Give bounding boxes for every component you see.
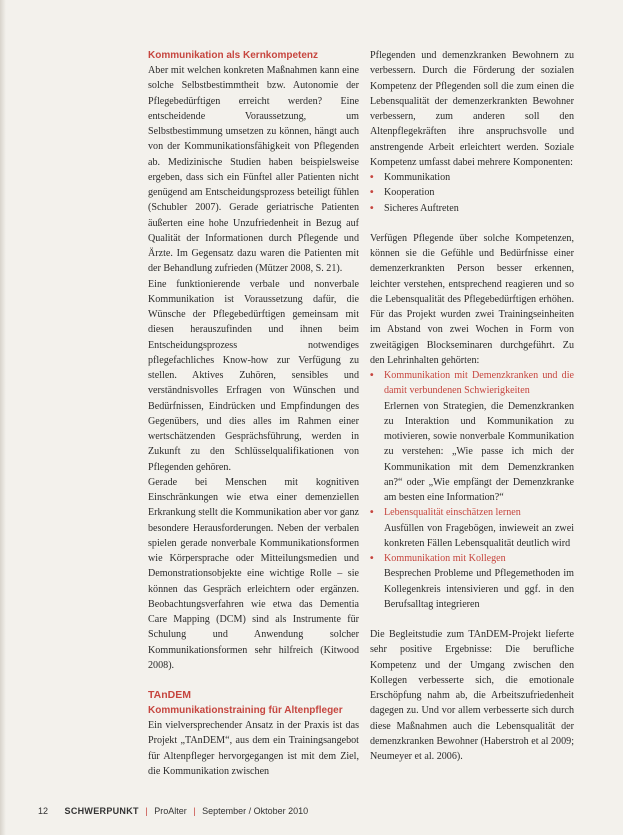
list-item-text: Ausfüllen von Fragebögen, inwieweit an zwei konkreten Fällen Lebensqualität deutlich wird bbox=[384, 522, 574, 549]
subheading-kommunikationstraining: Kommunikationstraining für Altenpfleger bbox=[148, 705, 343, 716]
bullet-icon: • bbox=[370, 187, 374, 199]
list-item-text: Besprechen Probleme und Pflegemethoden im Kollegenkreis intensivieren und ggf. in den Berufsalltag integrieren bbox=[384, 568, 574, 610]
bullet-icon: • bbox=[370, 507, 374, 519]
page-footer bbox=[38, 806, 308, 816]
section-label: SCHWERPUNKT bbox=[64, 806, 139, 816]
bullet-icon: • bbox=[370, 202, 374, 214]
separator: | bbox=[145, 806, 148, 816]
page-number: 12 bbox=[38, 806, 49, 816]
list-item-title: Kommunikation mit Kollegen bbox=[384, 553, 506, 564]
paragraph: Die Begleitstudie zum TAnDEM-Projekt lieferte sehr positive Ergebnisse: Die berufliche Kompetenz und der Umgang zwischen den Kollegen verbesserte sich, die emotionale Erschöpfung nahm ab, die Arbeitszufriedenheit dagegen zu. Und vor allem verbesserte sich durch diese Maßnahmen auch die Lebensqualität der demenzkranken Bewohner (Haberstroh et al 2009; Neumeyer et al. 2006). bbox=[370, 629, 574, 762]
left-column bbox=[148, 48, 359, 779]
competence-list bbox=[370, 170, 574, 216]
right-column bbox=[370, 48, 574, 764]
curriculum-list bbox=[370, 368, 574, 612]
section-heading-kommunikation: Kommunikation als Kernkompetenz bbox=[148, 50, 319, 61]
paragraph: Gerade bei Menschen mit kognitiven Einschränkungen wie etwa einer demenziellen Erkrankung stellt die Kommunikation aber vor ganz besondere Herausforderungen. Neben der verbalen spielen gerade nonverbale Kommunikationsformen wie Körpersprache oder Mitteilungsmedien und Demonstrationsobjekte eine wichtige Rolle – sie können das Gespräch erleichtern oder ergänzen. Beobachtungsverfahren wie etwa das Dementia Care Mapping (DCM) sind als Instrumente für Schulung und Anwendung solcher Kommunikationsformen sehr hilfreich (Kitwood 2008). bbox=[148, 476, 359, 671]
list-item: • Kooperation bbox=[370, 185, 574, 200]
paragraph: Ein vielversprechender Ansatz in der Praxis ist das Projekt „TAnDEM“, aus dem ein Trainingsangebot für Altenpfleger hervorgegangen ist mit dem Ziel, die Kommunikation zwischen bbox=[148, 720, 359, 777]
list-item-title: Lebensqualität einschätzen lernen bbox=[384, 507, 521, 519]
paragraph: Pflegenden und demenzkranken Bewohnern zu verbessern. Durch die Förderung der sozialen Kompetenz der Pflegenden soll die zum einen die Lebensqualität der demenzerkrankten Bewohner verbessern, zum anderen soll den Altenpflegekräften ihre anspruchsvolle und anstrengende Arbeit erleichtert werden. Soziale Kompetenz umfasst dabei mehrere Komponenten: bbox=[370, 50, 574, 168]
paragraph: Aber mit welchen konkreten Maßnahmen kann eine solche Selbstbestimmtheit bzw. Autonomie der Pflegebedürftigen erreicht werden? Eine entscheidende Voraussetzung, um Selbstbestimmung umsetzen zu können, hängt auch von der Kommunikationsfähigkeit von Pflegenden ab. Medizinische Studien haben beispielsweise ergeben, dass sich ein Fünftel aller Patienten nicht genügend am Entscheidungsprozess beteiligt fühlen (Schubler 2007). Gerade geriatrische Patienten äußerten eine hohe Unzufriedenheit in Bezug auf Qualität der Informationen durch Pflegende und Ärzte. Im Gegensatz dazu waren die Patienten mit der Behandlung zufrieden (Mützer 2008, S. 21). bbox=[148, 65, 359, 275]
separator: | bbox=[193, 806, 196, 816]
list-item-text: Erlernen von Strategien, die Demenzkranken zu Interaktion und Kommunikation zu motivieren, sowie nonverbale Kommunikation zu verstehen: „Wie passe ich mich der Kommunikation mit dem Demenzkranken an?“ oder „Wie empfängt der Demenzkranke am besten eine Information?“ bbox=[384, 400, 574, 503]
section-heading-tandem: TAnDEM bbox=[148, 689, 191, 701]
bullet-icon: • bbox=[370, 172, 374, 183]
paragraph: Verfügen Pflegende über solche Kompetenzen, können sie die Gefühle und Bedürfnisse einer demenzerkrankten Person besser erkennen, leichter verstehen, entsprechend reagieren und so die Lebensqualität des Pflegebedürftigen erhöhen. Für das Projekt wurden zwei Trainingseinheiten im Abstand von zwei Wochen in Form von zweitägigen Blockseminaren durchgeführt. Zu den Lehrinhalten gehörten: bbox=[370, 232, 574, 366]
bullet-icon: • bbox=[370, 370, 374, 381]
list-item bbox=[370, 505, 574, 551]
page-edge-shadow bbox=[0, 0, 6, 835]
list-item-title: Kommunikation mit Demenzkranken und die damit verbundenen Schwierigkeiten bbox=[384, 370, 574, 397]
bullet-icon: • bbox=[370, 553, 374, 564]
paragraph: Eine funktionierende verbale und nonverbale Kommunikation ist Voraussetzung dafür, die Wünsche der Pflegebedürftigen gemeinsam mit diesen herauszufinden und ihnen beim Entscheidungsprozess notwendiges pflegefachliches Know-how zur Verfügung zu stellen. Aktives Zuhören, sensibles und verständnisvolles Erfragen von Wünschen und Bedürfnissen, Eindrücken und Empfindungen des Gegenübers, und dies alles im Rahmen einer wertschätzenden Gesprächsführung, werden in Zukunft zu den Schlüsselqualifikationen von Pflegenden gehören. bbox=[148, 278, 359, 473]
list-item: • Sicheres Auftreten bbox=[370, 201, 574, 216]
list-item: • Kommunikation bbox=[370, 170, 574, 185]
issue-date: September / Oktober 2010 bbox=[202, 806, 309, 816]
list-item bbox=[370, 551, 574, 612]
list-item bbox=[370, 368, 574, 505]
magazine-name: ProAlter bbox=[154, 806, 187, 816]
